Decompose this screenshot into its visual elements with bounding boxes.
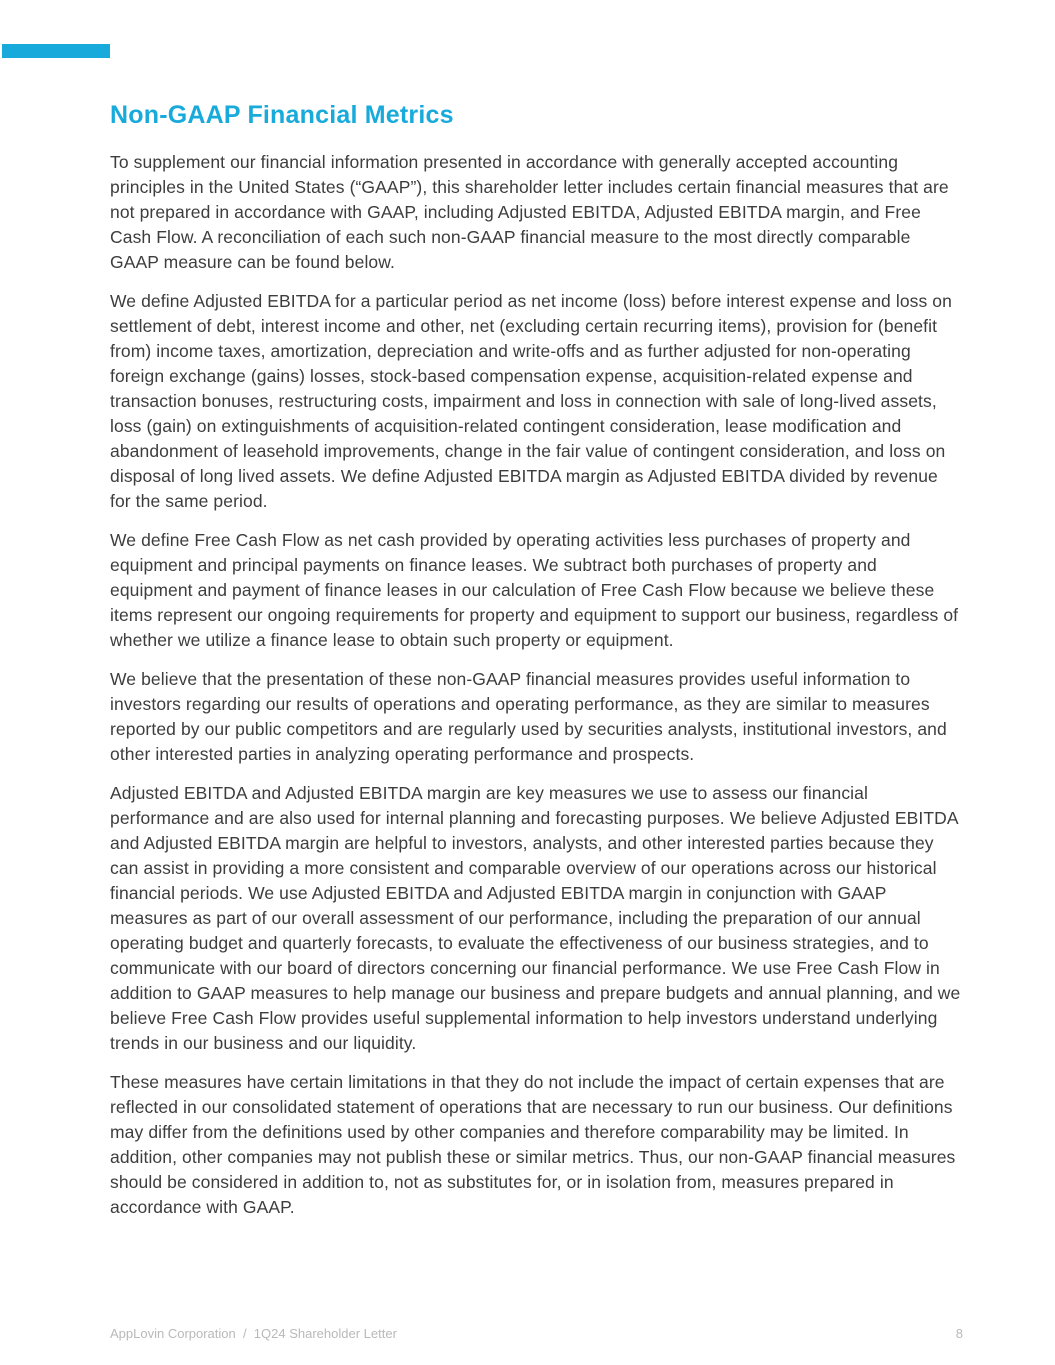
paragraph-limitations: These measures have certain limitations in that they do not include the impact of certain expenses that are reflected in our consolidated statement of operations that are necessary to run our business. Our definitions may differ from the definitions used by other companies and therefore comparability may be limited. In addition, other companies may not publish these or similar metrics. Thus, our non-GAAP financial measures should be considered in addition to, not as substitutes for, or in isolation from, measures prepared in accordance with GAAP. bbox=[110, 1072, 956, 1217]
page-footer bbox=[110, 1326, 963, 1341]
paragraph-free-cash-flow-definition: We define Free Cash Flow as net cash provided by operating activities less purchases of property and equipment and principal payments on finance leases. We subtract both purchases of property and equipment and payment of finance leases in our calculation of Free Cash Flow because we believe these items represent our ongoing requirements for property and equipment to support our business, regardless of whether we utilize a finance lease to obtain such property or equipment. bbox=[110, 530, 959, 650]
paragraph-presentation-belief: We believe that the presentation of these non-GAAP financial measures provides useful information to investors regarding our results of operations and operating performance, as they are similar to measures reported by our public competitors and are regularly used by securities analysts, institutional investors, and other interested parties in analyzing operating performance and prospects. bbox=[110, 669, 947, 764]
page-title: Non-GAAP Financial Metrics bbox=[110, 101, 454, 129]
accent-bar bbox=[2, 44, 110, 58]
footer-document-title: AppLovin Corporation / 1Q24 Shareholder Letter bbox=[110, 1326, 397, 1341]
paragraph-supplement-intro: To supplement our financial information presented in accordance with generally accepted accounting principles in the United States (“GAAP”), this shareholder letter includes certain financial measures that are not prepared in accordance with GAAP, including Adjusted EBITDA, Adjusted EBITDA margin, and Free Cash Flow. A reconciliation of each such non-GAAP financial measure to the most directly comparable GAAP measure can be found below. bbox=[110, 152, 949, 272]
paragraph-adjusted-ebitda-definition: We define Adjusted EBITDA for a particular period as net income (loss) before interest expense and loss on settlement of debt, interest income and other, net (excluding certain recurring items), provision for (benefit from) income taxes, amortization, depreciation and write-offs and as further adjusted for non-operating foreign exchange (gains) losses, stock-based compensation expense, acquisition-related expense and transaction bonuses, restructuring costs, impairment and loss in connection with sale of long-lived assets, loss (gain) on extinguishments of acquisition-related contingent consideration, lease modification and abandonment of leasehold improvements, change in the fair value of contingent consideration, and loss on disposal of long lived assets. We define Adjusted EBITDA margin as Adjusted EBITDA divided by revenue for the same period. bbox=[110, 291, 952, 511]
footer-page-number: 8 bbox=[955, 1326, 963, 1341]
paragraph-key-measures-usage: Adjusted EBITDA and Adjusted EBITDA margin are key measures we use to assess our financial performance and are also used for internal planning and forecasting purposes. We believe Adjusted EBITDA and Adjusted EBITDA margin are helpful to investors, analysts, and other interested parties because they can assist in providing a more consistent and comparable overview of our operations across our historical financial periods. We use Adjusted EBITDA and Adjusted EBITDA margin in conjunction with GAAP measures as part of our overall assessment of our performance, including the preparation of our annual operating budget and quarterly forecasts, to evaluate the effectiveness of our business strategies, and to communicate with our board of directors concerning our financial performance. We use Free Cash Flow in addition to GAAP measures to help manage our business and prepare budgets and annual planning, and we believe Free Cash Flow provides useful supplemental information to help investors understand underlying trends in our business and our liquidity. bbox=[110, 783, 961, 1053]
page-content bbox=[110, 100, 963, 1234]
